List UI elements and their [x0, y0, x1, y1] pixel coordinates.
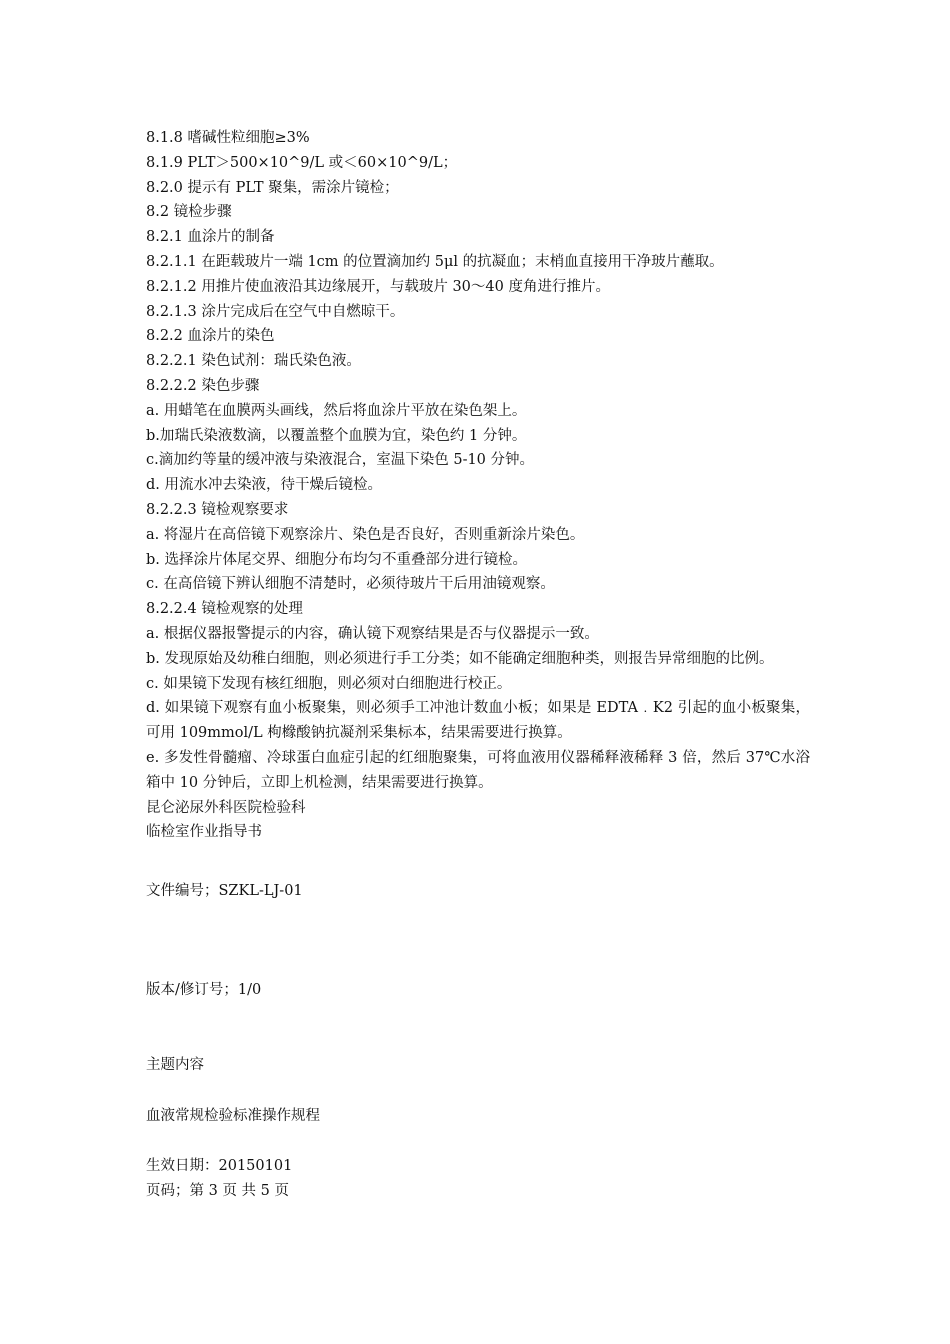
version-number: 版本/修订号；1/0 [146, 981, 262, 998]
list-item: c.滴加约等量的缓冲液与染液混合，室温下染色 5-10 分钟。 [146, 452, 535, 469]
subject-title: 血液常规检验标准操作规程 [146, 1107, 320, 1124]
text-line: 8.2.1.2 用推片使血液沿其边缘展开，与载玻片 30～40 度角进行推片。 [146, 278, 610, 295]
text-line: 8.1.8 嗜碱性粒细胞≥3% [146, 130, 310, 146]
section-heading: 8.2.2.3 镜检观察要求 [146, 501, 289, 518]
list-item: a. 用蜡笔在血膜两头画线，然后将血涂片平放在染色架上。 [146, 402, 527, 419]
section-heading: 8.2 镜检步骤 [146, 204, 232, 221]
text-line: 8.2.1.1 在距载玻片一端 1cm 的位置滴加约 5μl 的抗凝血；末梢血直接用干净玻片蘸取。 [146, 253, 724, 270]
page-number: 页码；第 3 页 共 5 页 [146, 1183, 289, 1200]
section-heading: 8.2.1 血涂片的制备 [146, 229, 275, 246]
list-item: b. 发现原始及幼稚白细胞，则必须进行手工分类；如不能确定细胞种类，则报告异常细胞的比例。 [146, 650, 774, 667]
section-heading: 8.2.2.2 染色步骤 [146, 377, 260, 394]
section-heading: 8.2.2.4 镜检观察的处理 [146, 601, 303, 618]
list-item: a. 根据仪器报警提示的内容，确认镜下观察结果是否与仪器提示一致。 [146, 625, 599, 642]
list-item: b. 选择涂片体尾交界、细胞分布均匀不重叠部分进行镜检。 [146, 551, 527, 568]
list-item: d. 如果镜下观察有血小板聚集，则必须手工冲池计数血小板；如果是 EDTA﹒K2 引起的血小板聚集，可用 109mmol/L 枸橼酸钠抗凝剂采集标本，结果需要进行换算。 [146, 700, 810, 742]
text-line: 8.2.0 提示有 PLT 聚集，需涂片镜检； [146, 179, 399, 196]
list-item: c. 如果镜下发现有核红细胞，则必须对白细胞进行校正。 [146, 675, 512, 692]
subject-label: 主题内容 [146, 1056, 204, 1073]
section-heading: 8.2.2 血涂片的染色 [146, 328, 275, 345]
list-item: c. 在高倍镜下辨认细胞不清楚时，必须待玻片干后用油镜观察。 [146, 576, 555, 593]
text-line: 8.2.1.3 涂片完成后在空气中自燃晾干。 [146, 303, 405, 320]
text-line: 8.1.9 PLT＞500×10^9/L 或＜60×10^9/L； [146, 154, 458, 171]
effective-date: 生效日期：20150101 [146, 1158, 293, 1175]
list-item: b.加瑞氏染液数滴，以覆盖整个血膜为宜，染色约 1 分钟。 [146, 427, 527, 444]
doc-type: 临检室作业指导书 [146, 824, 262, 841]
list-item: d. 用流水冲去染液，待干燥后镜检。 [146, 477, 382, 494]
text-line: 8.2.2.1 染色试剂：瑞氏染色液。 [146, 353, 361, 370]
list-item: e. 多发性骨髓瘤、冷球蛋白血症引起的红细胞聚集，可将血液用仪器稀释液稀释 3 倍，然后 37℃水浴箱中 10 分钟后，立即上机检测，结果需要进行换算。 [146, 749, 810, 791]
file-number: 文件编号；SZKL-LJ-01 [146, 883, 303, 900]
list-item: a. 将湿片在高倍镜下观察涂片、染色是否良好，否则重新涂片染色。 [146, 526, 585, 543]
document-body [146, 126, 810, 1204]
org-name: 昆仑泌尿外科医院检验科 [146, 799, 306, 816]
